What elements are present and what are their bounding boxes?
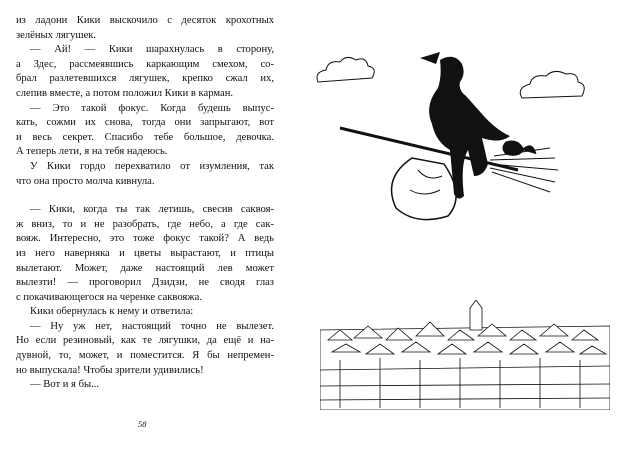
text-line: — Ну уж нет, настоящий точно не вылезет. — [30, 320, 274, 332]
paragraph — [16, 378, 274, 393]
bag-icon — [392, 158, 457, 220]
text-line: — Вот и я бы... — [30, 379, 100, 391]
text-line: кать, сожми их снова, тогда они запрыгают, вот — [16, 117, 274, 129]
text-line: ж вниз, то и не разобрать, где небо, а где сак- — [16, 218, 274, 230]
text-line: из ладони Кики выскочило с десяток крохотных — [16, 15, 274, 26]
text-line: и весь секрет. Спасибо тебе большое, девочка. — [16, 131, 274, 143]
text-line: — Кики, когда ты так летишь, свесив саквоя- — [30, 204, 274, 216]
text-line: зелёных лягушек. — [16, 29, 97, 41]
text-line: а Здес, рассмеявшись каркающим смехом, со- — [16, 58, 274, 70]
town-rooftops-illustration — [320, 300, 610, 410]
cat-silhouette — [503, 141, 536, 155]
text-line: Кики обернулась к нему и ответила: — [30, 306, 194, 318]
hair-bow — [420, 52, 440, 64]
text-line: — Это такой фокус. Когда будешь выпус- — [30, 102, 274, 114]
page-number: 58 — [138, 419, 147, 429]
paragraph — [16, 320, 274, 378]
church-spire — [470, 300, 482, 330]
text-column — [16, 14, 274, 393]
text-line: У Кики гордо перехватило от изумления, так — [30, 160, 274, 172]
paragraph — [16, 160, 274, 189]
witch-on-broom-illustration — [300, 30, 610, 270]
paragraph — [16, 305, 274, 320]
paragraph — [16, 43, 274, 101]
text-line: но выпускала! Чтобы зрители удивились! — [16, 364, 204, 376]
text-line: А теперь лети, я на тебя надеюсь. — [16, 146, 168, 158]
text-line: вылезти! — проговорил Дзидзи, не сводя глаз — [16, 277, 274, 289]
paragraph — [16, 102, 274, 160]
text-line: Но если резиновый, как те лягушки, да ещё и на- — [16, 335, 274, 347]
broom-bristles — [490, 148, 558, 192]
text-line: брал разлетевшихся лягушек, крепко сжал их, — [16, 73, 274, 85]
text-line: слепив вместе, а потом положил Кики в карман. — [16, 87, 234, 99]
text-line: из него наверняка и цветы вырастают, и птицы — [16, 247, 274, 259]
paragraph-gap — [16, 189, 274, 203]
text-line: — Ай! — Кики шарахнулась в сторону, — [30, 44, 274, 56]
text-line: что она просто молча кивнула. — [16, 175, 155, 187]
cloud-left-icon — [317, 57, 374, 82]
text-line: вояж. Интересно, это тоже фокус такой? А ведь — [16, 233, 274, 245]
paragraph — [16, 14, 274, 43]
text-line: вылетают. Может, даже настоящий лев может — [16, 262, 274, 274]
cloud-right-icon — [520, 71, 584, 98]
text-line: с покачивающегося на черенке саквояжа. — [16, 291, 202, 303]
text-line: дувной, то, может, и поместится. Я бы непремен- — [16, 350, 274, 362]
paragraph — [16, 203, 274, 305]
